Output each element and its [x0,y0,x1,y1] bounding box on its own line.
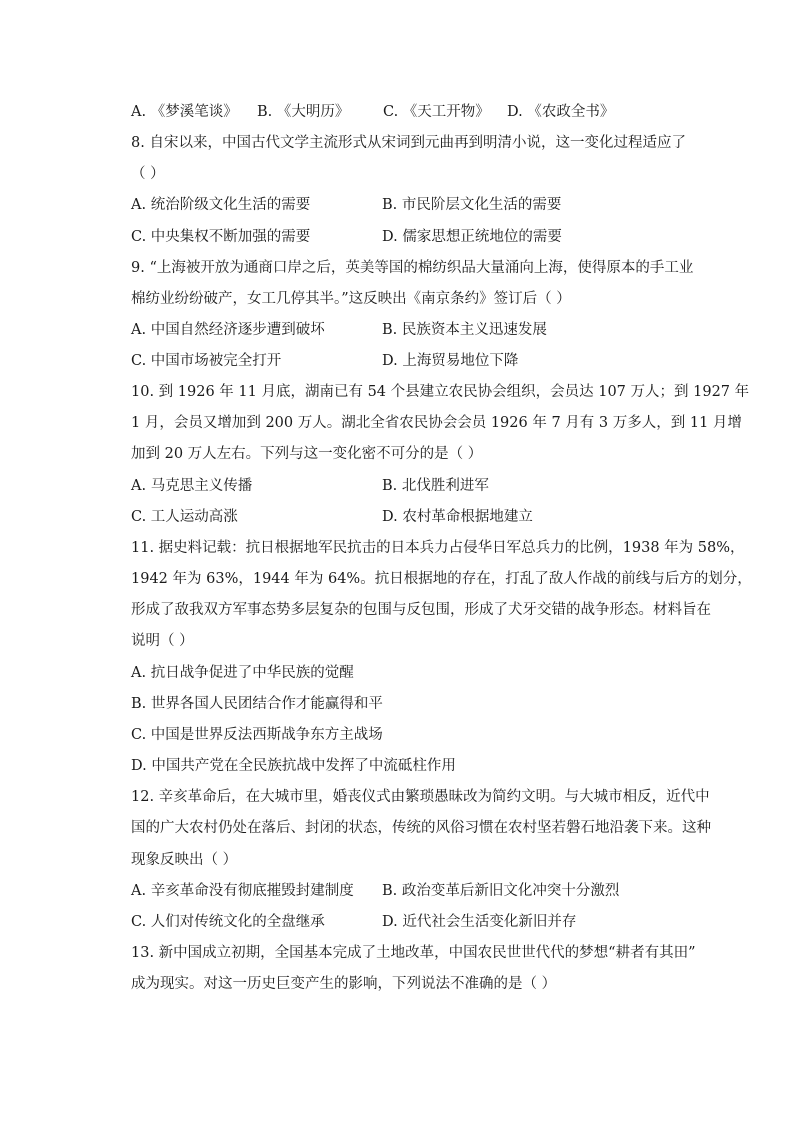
q11-stem-line-1: 11. 据史料记载：抗日根据地军民抗击的日本兵力占侵华日军总兵力的比例，1938 年为 58%， [131,540,745,556]
q13-stem-line-2: 成为现实。对这一历史巨变产生的影响，下列说法不准确的是（ ） [131,976,557,992]
q8-options-row-1 [131,195,691,215]
q12-option-c: C. 人们对传统文化的全盘继承 [131,914,325,930]
q11-option-d: D. 中国共产党在全民族抗战中发挥了中流砥柱作用 [131,758,456,774]
q11-stem-line-4: 说明（ ） [131,633,194,649]
q8-stem-line-1: 8. 自宋以来，中国古代文学主流形式从宋词到元曲再到明清小说，这一变化过程适应了 [131,135,686,151]
q8-option-b: B. 市民阶层文化生活的需要 [382,197,562,213]
q12-option-d: D. 近代社会生活变化新旧并存 [382,914,577,930]
q8-options-row-2 [131,227,691,247]
q9-options-row-1 [131,320,691,340]
q8-option-a: A. 统治阶级文化生活的需要 [131,197,311,213]
q7-options [131,102,691,122]
q12-options-row-1 [131,881,691,901]
q12-stem-line-2: 国的广大农村仍处在落后、封闭的状态，传统的风俗习惯在农村坚若磐石地沿袭下来。这种 [131,820,711,836]
q10-option-a: A. 马克思主义传播 [131,478,253,494]
q9-options-row-2 [131,351,691,371]
q8-stem-line-2: （ ） [131,166,165,182]
q10-option-b: B. 北伐胜利进军 [382,478,489,494]
q9-option-d: D. 上海贸易地位下降 [382,353,519,369]
q11-option-b: B. 世界各国人民团结合作才能赢得和平 [131,696,383,712]
q9-stem-line-2: 棉纺业纷纷破产，女工几停其半。”这反映出《南京条约》签订后（ ） [131,291,571,307]
q8-option-c: C. 中央集权不断加强的需要 [131,229,311,245]
q7-option-c: C. 《天工开物》 [383,104,490,120]
q10-option-c: C. 工人运动高涨 [131,509,238,525]
q10-option-d: D. 农村革命根据地建立 [382,509,533,525]
q10-stem-line-1: 10. 到 1926 年 11 月底，湖南已有 54 个县建立农民协会组织，会员达 107 万人；到 1927 年 [131,384,750,400]
q8-option-d: D. 儒家思想正统地位的需要 [382,229,562,245]
q9-option-a: A. 中国自然经济逐步遭到破坏 [131,322,325,338]
q9-stem-line-1: 9. “上海被开放为通商口岸之后，英美等国的棉纺织品大量涌向上海，使得原本的手工业 [131,260,694,276]
q9-option-c: C. 中国市场被完全打开 [131,353,282,369]
q11-stem-line-3: 形成了敌我双方军事态势多层复杂的包围与反包围，形成了犬牙交错的战争形态。材料旨在 [131,602,711,618]
q10-options-row-2 [131,507,691,527]
q10-stem-line-2: 1 月，会员又增加到 200 万人。湖北全省农民协会会员 1926 年 7 月有 3 万多人，到 11 月增 [131,415,742,431]
q9-option-b: B. 民族资本主义迅速发展 [382,322,547,338]
q12-option-b: B. 政治变革后新旧文化冲突十分激烈 [382,883,620,899]
q12-stem-line-1: 12. 辛亥革命后，在大城市里，婚丧仪式由繁琐愚昧改为简约文明。与大城市相反，近代中 [131,789,710,805]
q11-option-c: C. 中国是世界反法西斯战争东方主战场 [131,727,383,743]
q12-stem-line-3: 现象反映出（ ） [131,852,238,868]
q13-stem-line-1: 13. 新中国成立初期，全国基本完成了土地改革，中国农民世世代代的梦想“耕者有其田” [131,945,696,961]
q10-options-row-1 [131,476,691,496]
q11-stem-line-2: 1942 年为 63%，1944 年为 64%。抗日根据地的存在，打乱了敌人作战的前线与后方的划分， [131,571,752,587]
q10-stem-line-3: 加到 20 万人左右。下列与这一变化密不可分的是（ ） [131,446,483,462]
q7-option-d: D. 《农政全书》 [507,104,615,120]
q11-option-a: A. 抗日战争促进了中华民族的觉醒 [131,665,354,681]
q12-options-row-2 [131,912,691,932]
q7-option-a: A. 《梦溪笔谈》 [131,104,238,120]
q7-option-b: B. 《大明历》 [257,104,350,120]
q12-option-a: A. 辛亥革命没有彻底摧毁封建制度 [131,883,354,899]
